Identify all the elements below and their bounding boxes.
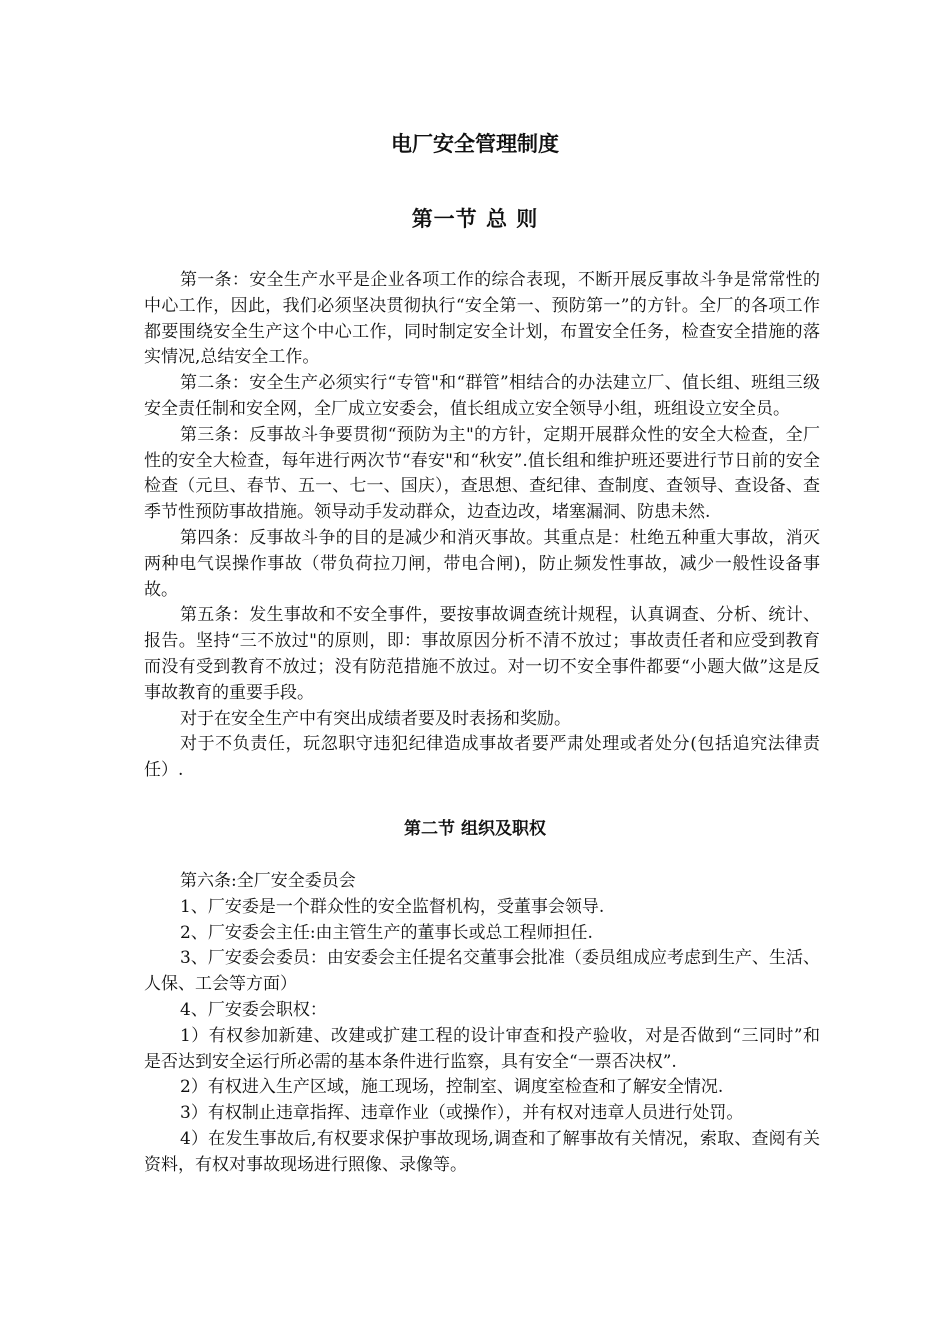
sub-list-item: 4）在发生事故后,有权要求保护事故现场,调查和了解事故有关情况，索取、查阅有关资料，有权对事故现场进行照像、录像等。 xyxy=(144,1128,820,1175)
article-3-paragraph: 第三条：反事故斗争要贯彻“预防为主"的方针，定期开展群众性的安全大检查，全厂性的安全大检查，每年进行两次节“春安"和“秋安”.值长组和维护班还要进行节日前的安全检查（元旦、春节、五一、七一、国庆），查思想、查纪律、查制度、查领导、查设备、查季节性预防事故措施。领导动手发动群众，边查边改，堵塞漏洞、防患未然. xyxy=(144,424,820,523)
section-2-heading: 第二节 组织及职权 xyxy=(404,819,546,839)
document-title: 电厂安全管理制度 xyxy=(391,132,559,156)
article-4-paragraph: 第四条：反事故斗争的目的是减少和消灭事故。其重点是：杜绝五种重大事故，消灭两种电气误操作事故（带负荷拉刀闸，带电合闸)，防止频发性事故，减少一般性设备事故。 xyxy=(144,527,820,600)
article-5-paragraph: 第五条：发生事故和不安全事件，要按事故调查统计规程，认真调查、分析、统计、报告。坚持“三不放过"的原则，即：事故原因分析不清不放过；事故责任者和应受到教育而没有受到教育不放过；没有防范措施不放过。对一切不安全事件都要“小题大做”这是反事故教育的重要手段。 xyxy=(144,605,820,703)
sub-list-item: 2）有权进入生产区域，施工现场，控制室、调度室检查和了解安全情况. xyxy=(180,1077,724,1098)
punishment-paragraph: 对于不负责任，玩忽职守违犯纪律造成事故者要严肃处理或者处分(包括追究法律责任）. xyxy=(144,734,820,781)
section-1-body xyxy=(144,268,820,784)
article-2-paragraph: 第二条：安全生产必须实行“专管"和“群管”相结合的办法建立厂、值长组、班组三级安全责任制和安全网，全厂成立安委会，值长组成立安全领导小组，班组设立安全员。 xyxy=(144,373,820,419)
article-6-heading: 第六条:全厂安全委员会 xyxy=(180,871,356,891)
sub-list-item: 3）有权制止违章指挥、违章作业（或操作），并有权对违章人员进行处罚。 xyxy=(180,1103,744,1124)
list-item: 4、厂安委会职权： xyxy=(180,999,327,1020)
section-2-body xyxy=(144,869,820,1179)
list-item: 1、厂安委是一个群众性的安全监督机构，受董事会领导. xyxy=(180,896,605,917)
article-1-paragraph: 第一条：安全生产水平是企业各项工作的综合表现，不断开展反事故斗争是常常性的中心工作，因此，我们必须坚决贯彻执行“安全第一、预防第一”的方针。全厂的各项工作都要围绕安全生产这个中心工作，同时制定安全计划，布置安全任务，检查安全措施的落实情况,总结安全工作。 xyxy=(144,270,820,368)
list-item: 2、厂安委会主任:由主管生产的董事长或总工程师担任. xyxy=(180,922,593,943)
reward-paragraph: 对于在安全生产中有突出成绩者要及时表扬和奖励。 xyxy=(180,708,571,729)
section-1-heading: 第一节 总 则 xyxy=(411,206,539,231)
list-item: 3、厂安委会委员：由安委会主任提名交董事会批准（委员组成应考虑到生产、生活、人保、工会等方面） xyxy=(144,948,820,995)
sub-list-item: 1）有权参加新建、改建或扩建工程的设计审查和投产验收，对是否做到“三同时”和是否达到安全运行所必需的基本条件进行监察，具有安全“一票否决权”. xyxy=(144,1025,820,1072)
